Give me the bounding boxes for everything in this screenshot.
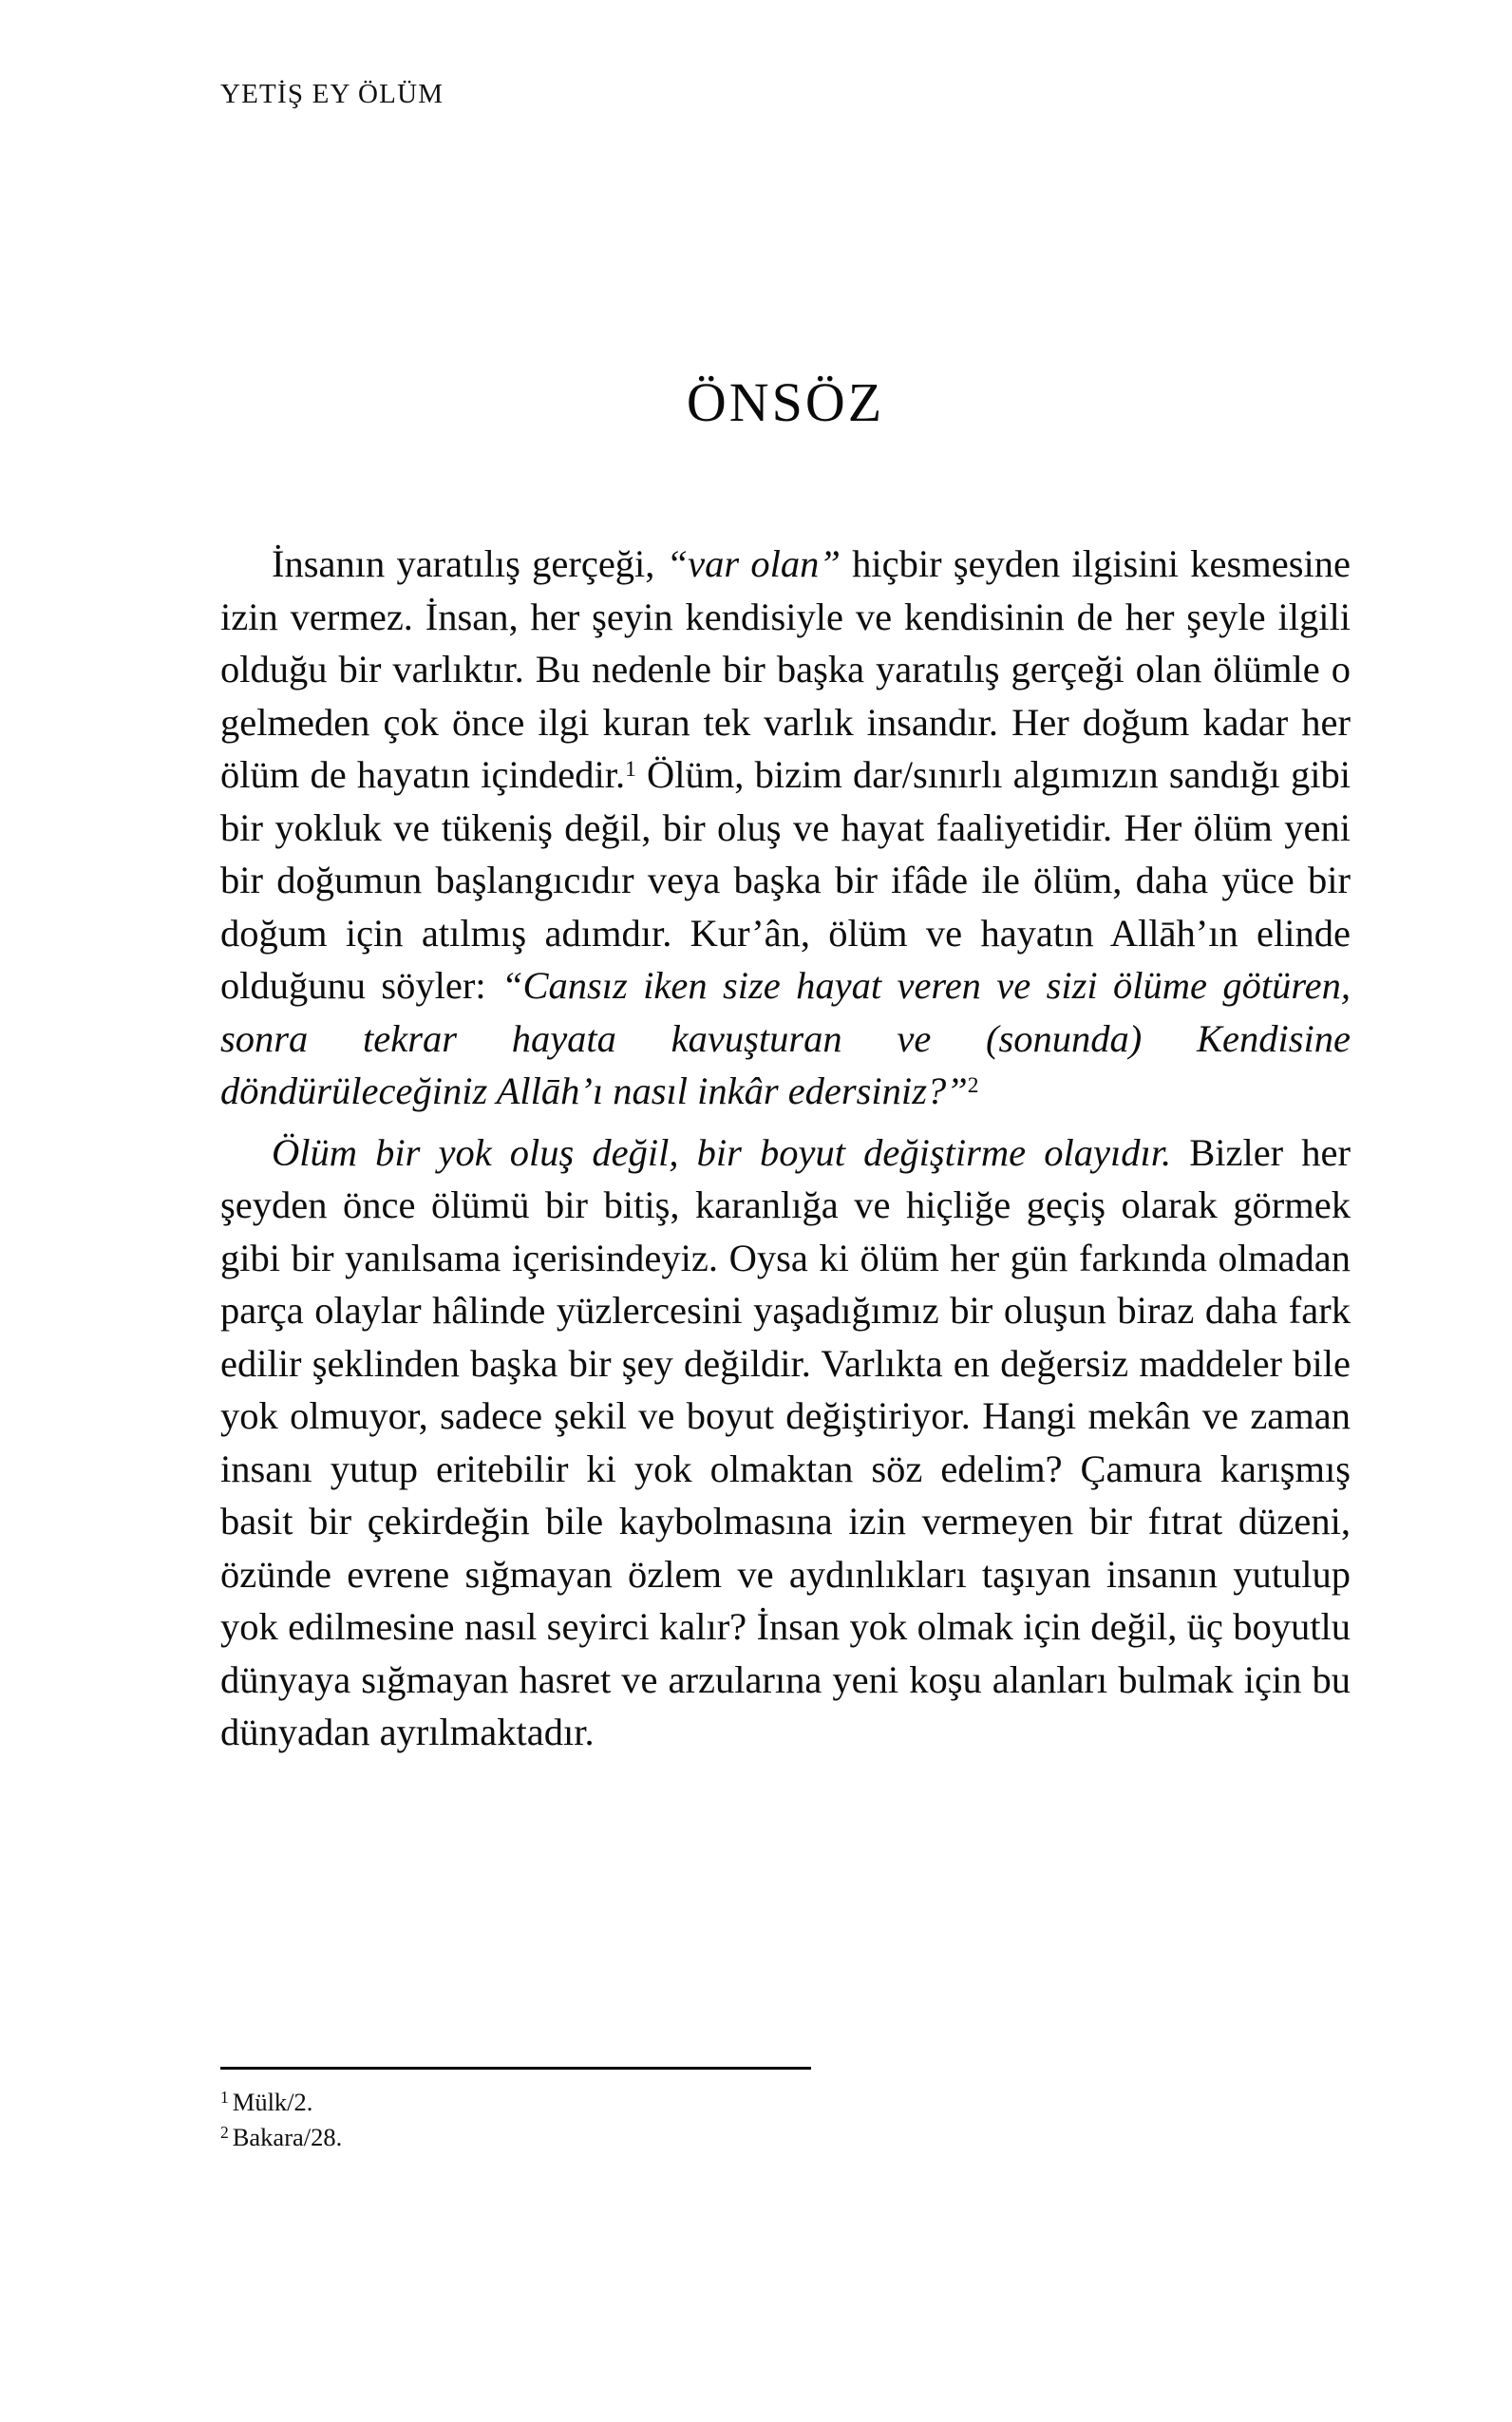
footnote-ref-1[interactable]: 1 bbox=[625, 756, 636, 782]
footnote-item bbox=[220, 2085, 1351, 2120]
footnote-text: Bakara/28. bbox=[232, 2123, 343, 2151]
paragraph-1-segment-c: hiçbir şeyden ilgisini kesmesine izin vermez. İnsan, her şeyin kendisiyle ve kendisinin de her şeyle ilgili olduğu bir varlıktır. Bu nedenle bir başka yaratılış gerçeği olan ölümle o gelmeden çok önce ilgi kuran tek varlık insandır. Her doğum kadar her ölüm de hayatın içindedir. bbox=[220, 542, 1351, 796]
paragraph-1 bbox=[220, 538, 1351, 1118]
body-text-block bbox=[220, 538, 1351, 1759]
footnote-text: Mülk/2. bbox=[232, 2088, 313, 2116]
paragraph-1-segment-a: İnsanın yaratılış gerçeği, bbox=[272, 542, 667, 585]
footnote-marker: 2 bbox=[220, 2122, 229, 2142]
footnote-ref-2[interactable]: 2 bbox=[967, 1072, 979, 1098]
page-title: ÖNSÖZ bbox=[686, 371, 885, 433]
paragraph-2-segment-b: Bizler her şeyden önce ölümü bir bitiş, karanlığa ve hiçliğe geçiş olarak görmek gibi bir yanılsama içerisindeyiz. Oysa ki ölüm her gün farkında olmadan parça olaylar hâlinde yüzlercesini yaşadığımız bir oluşun biraz daha fark edilir şeklinden başka bir şey değildir. Varlıkta en değersiz maddeler bile yok olmuyor, sadece şekil ve boyut değiştiriyor. Hangi mekân ve zaman insanı yutup eritebilir ki yok olmaktan söz edelim? Çamura karışmış basit bir çekirdeğin bile kaybolmasına izin vermeyen bir fıtrat düzeni, özünde evrene sığmayan özlem ve aydınlıkları taşıyan insanın yutulup yok edilmesine nasıl seyirci kalır? İnsan yok olmak için değil, üç boyutlu dünyaya sığmayan hasret ve arzularına yeni koşu alanları bulmak için bu dünyadan ayrılmaktadır. bbox=[220, 1130, 1351, 1753]
footnote-separator-rule bbox=[220, 2067, 811, 2070]
footnote-marker: 1 bbox=[220, 2087, 229, 2107]
paragraph-1-quran-quote: “Cansız iken size hayat veren ve sizi ölüme götüren, sonra tekrar hayata kavuşturan ve (sonunda) Kendisine döndürüleceğiniz Allāh’ı nasıl inkâr edersiniz?” bbox=[220, 964, 1351, 1112]
running-header: YETİŞ EY ÖLÜM bbox=[220, 79, 444, 109]
paragraph-1-segment-d: Ölüm, bizim dar/sınırlı algımızın sandığı gibi bir yokluk ve tükeniş değil, bir oluş ve hayat faaliyetidir. Her ölüm yeni bir doğumun başlangıcıdır veya başka bir ifâde ile ölüm, daha yüce bir doğum için atılmış adımdır. Kur’ân, ölüm ve hayatın Allāh’ın elinde olduğunu söyler: bbox=[220, 753, 1351, 1007]
paragraph-2 bbox=[220, 1126, 1351, 1759]
footnote-item bbox=[220, 2120, 1351, 2155]
footnote-area bbox=[220, 2067, 1351, 2155]
paragraph-1-quote-var-olan: “var olan” bbox=[666, 542, 841, 585]
paragraph-2-italic-lead: Ölüm bir yok oluş değil, bir boyut değiştirme olayıdır. bbox=[272, 1130, 1172, 1174]
